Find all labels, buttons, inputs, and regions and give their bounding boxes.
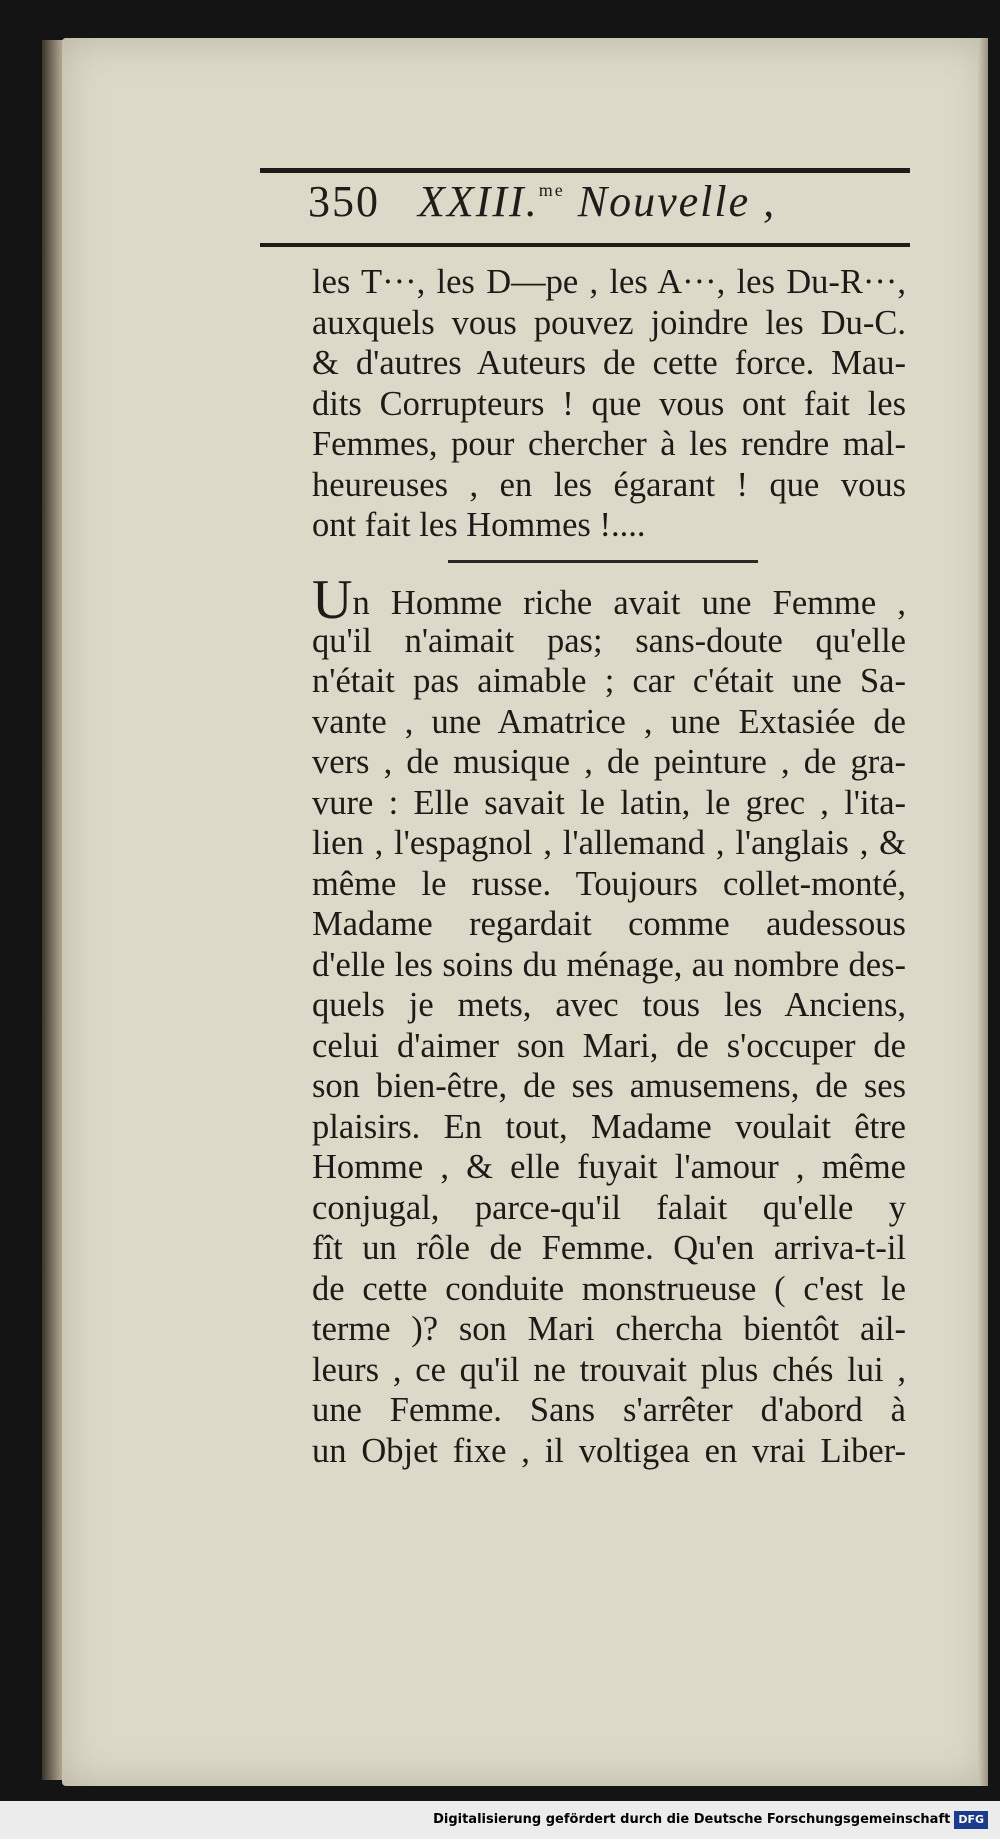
text-line: vante , une Amatrice , une Extasiée de — [312, 702, 906, 741]
page-edge — [978, 38, 988, 1786]
text-line: de cette conduite monstrueuse ( c'est le — [312, 1269, 906, 1308]
digitization-credit-bar — [0, 1801, 1000, 1839]
text-line-first — [312, 569, 906, 631]
running-title-superscript: me — [538, 180, 565, 200]
running-title-numeral: XXIII. — [418, 177, 539, 226]
text-line: n'était pas aimable ; car c'était une Sa- — [312, 662, 906, 700]
text-line: un Objet fixe , il voltigea en vrai Liber- — [312, 1431, 906, 1470]
page-number: 350 — [308, 177, 380, 226]
text-line: vers , de musique , de peinture , de gra- — [312, 743, 906, 781]
running-title — [418, 177, 776, 226]
text-line: auxquels vous pouvez joindre les Du-C. — [312, 303, 906, 342]
text-line: lien , l'espagnol , l'allemand , l'anglais , & — [312, 824, 906, 862]
text-line: heureuses , en les égarant ! que vous — [312, 465, 906, 504]
paragraph-continuation — [312, 262, 906, 546]
text-line: conjugal, parce-qu'il falait qu'elle y — [312, 1188, 906, 1227]
running-title-word: Nouvelle , — [577, 177, 777, 226]
text-line: quels je mets, avec tous les Anciens, — [312, 986, 906, 1024]
running-header — [308, 176, 908, 238]
text-line: n Homme riche avait une Femme , — [352, 584, 906, 622]
header-bottom-rule — [260, 243, 910, 247]
text-line: plaisirs. En tout, Madame voulait être — [312, 1107, 906, 1146]
paragraph-new-story — [312, 569, 906, 1471]
text-line: qu'il n'aimait pas; sans-doute qu'elle — [312, 621, 906, 660]
text-line: Madame regardait comme audessous — [312, 905, 906, 943]
header-top-rule — [260, 168, 910, 173]
text-line: leurs , ce qu'il ne trouvait plus chés lui , — [312, 1350, 906, 1389]
text-line: une Femme. Sans s'arrêter d'abord à — [312, 1391, 906, 1429]
drop-cap: U — [312, 569, 353, 631]
text-line: ont fait les Hommes !.... — [312, 506, 646, 544]
text-line: d'elle les soins du ménage, au nombre des- — [312, 945, 906, 984]
text-line: celui d'aimer son Mari, de s'occuper de — [312, 1026, 906, 1065]
dfg-logo: DFG — [954, 1811, 988, 1829]
text-line: dits Corrupteurs ! que vous ont fait les — [312, 384, 906, 423]
text-line: Homme , & elle fuyait l'amour , même — [312, 1148, 906, 1186]
text-line: Femmes, pour chercher à les rendre mal- — [312, 425, 906, 463]
text-line: les T···, les D—pe , les A···, les Du-R···, — [312, 263, 906, 301]
text-line: fît un rôle de Femme. Qu'en arriva-t-il — [312, 1229, 906, 1267]
text-line: terme )? son Mari chercha bientôt ail- — [312, 1310, 906, 1348]
text-line: son bien-être, de ses amusemens, de ses — [312, 1067, 906, 1105]
section-divider — [448, 560, 758, 563]
text-line: même le russe. Toujours collet-monté, — [312, 864, 906, 903]
text-line: & d'autres Auteurs de cette force. Mau- — [312, 344, 906, 382]
digitization-credit: Digitalisierung gefördert durch die Deutsche Forschungsgemeinschaft — [433, 1812, 951, 1827]
text-line: vure : Elle savait le latin, le grec , l'ita- — [312, 783, 906, 822]
